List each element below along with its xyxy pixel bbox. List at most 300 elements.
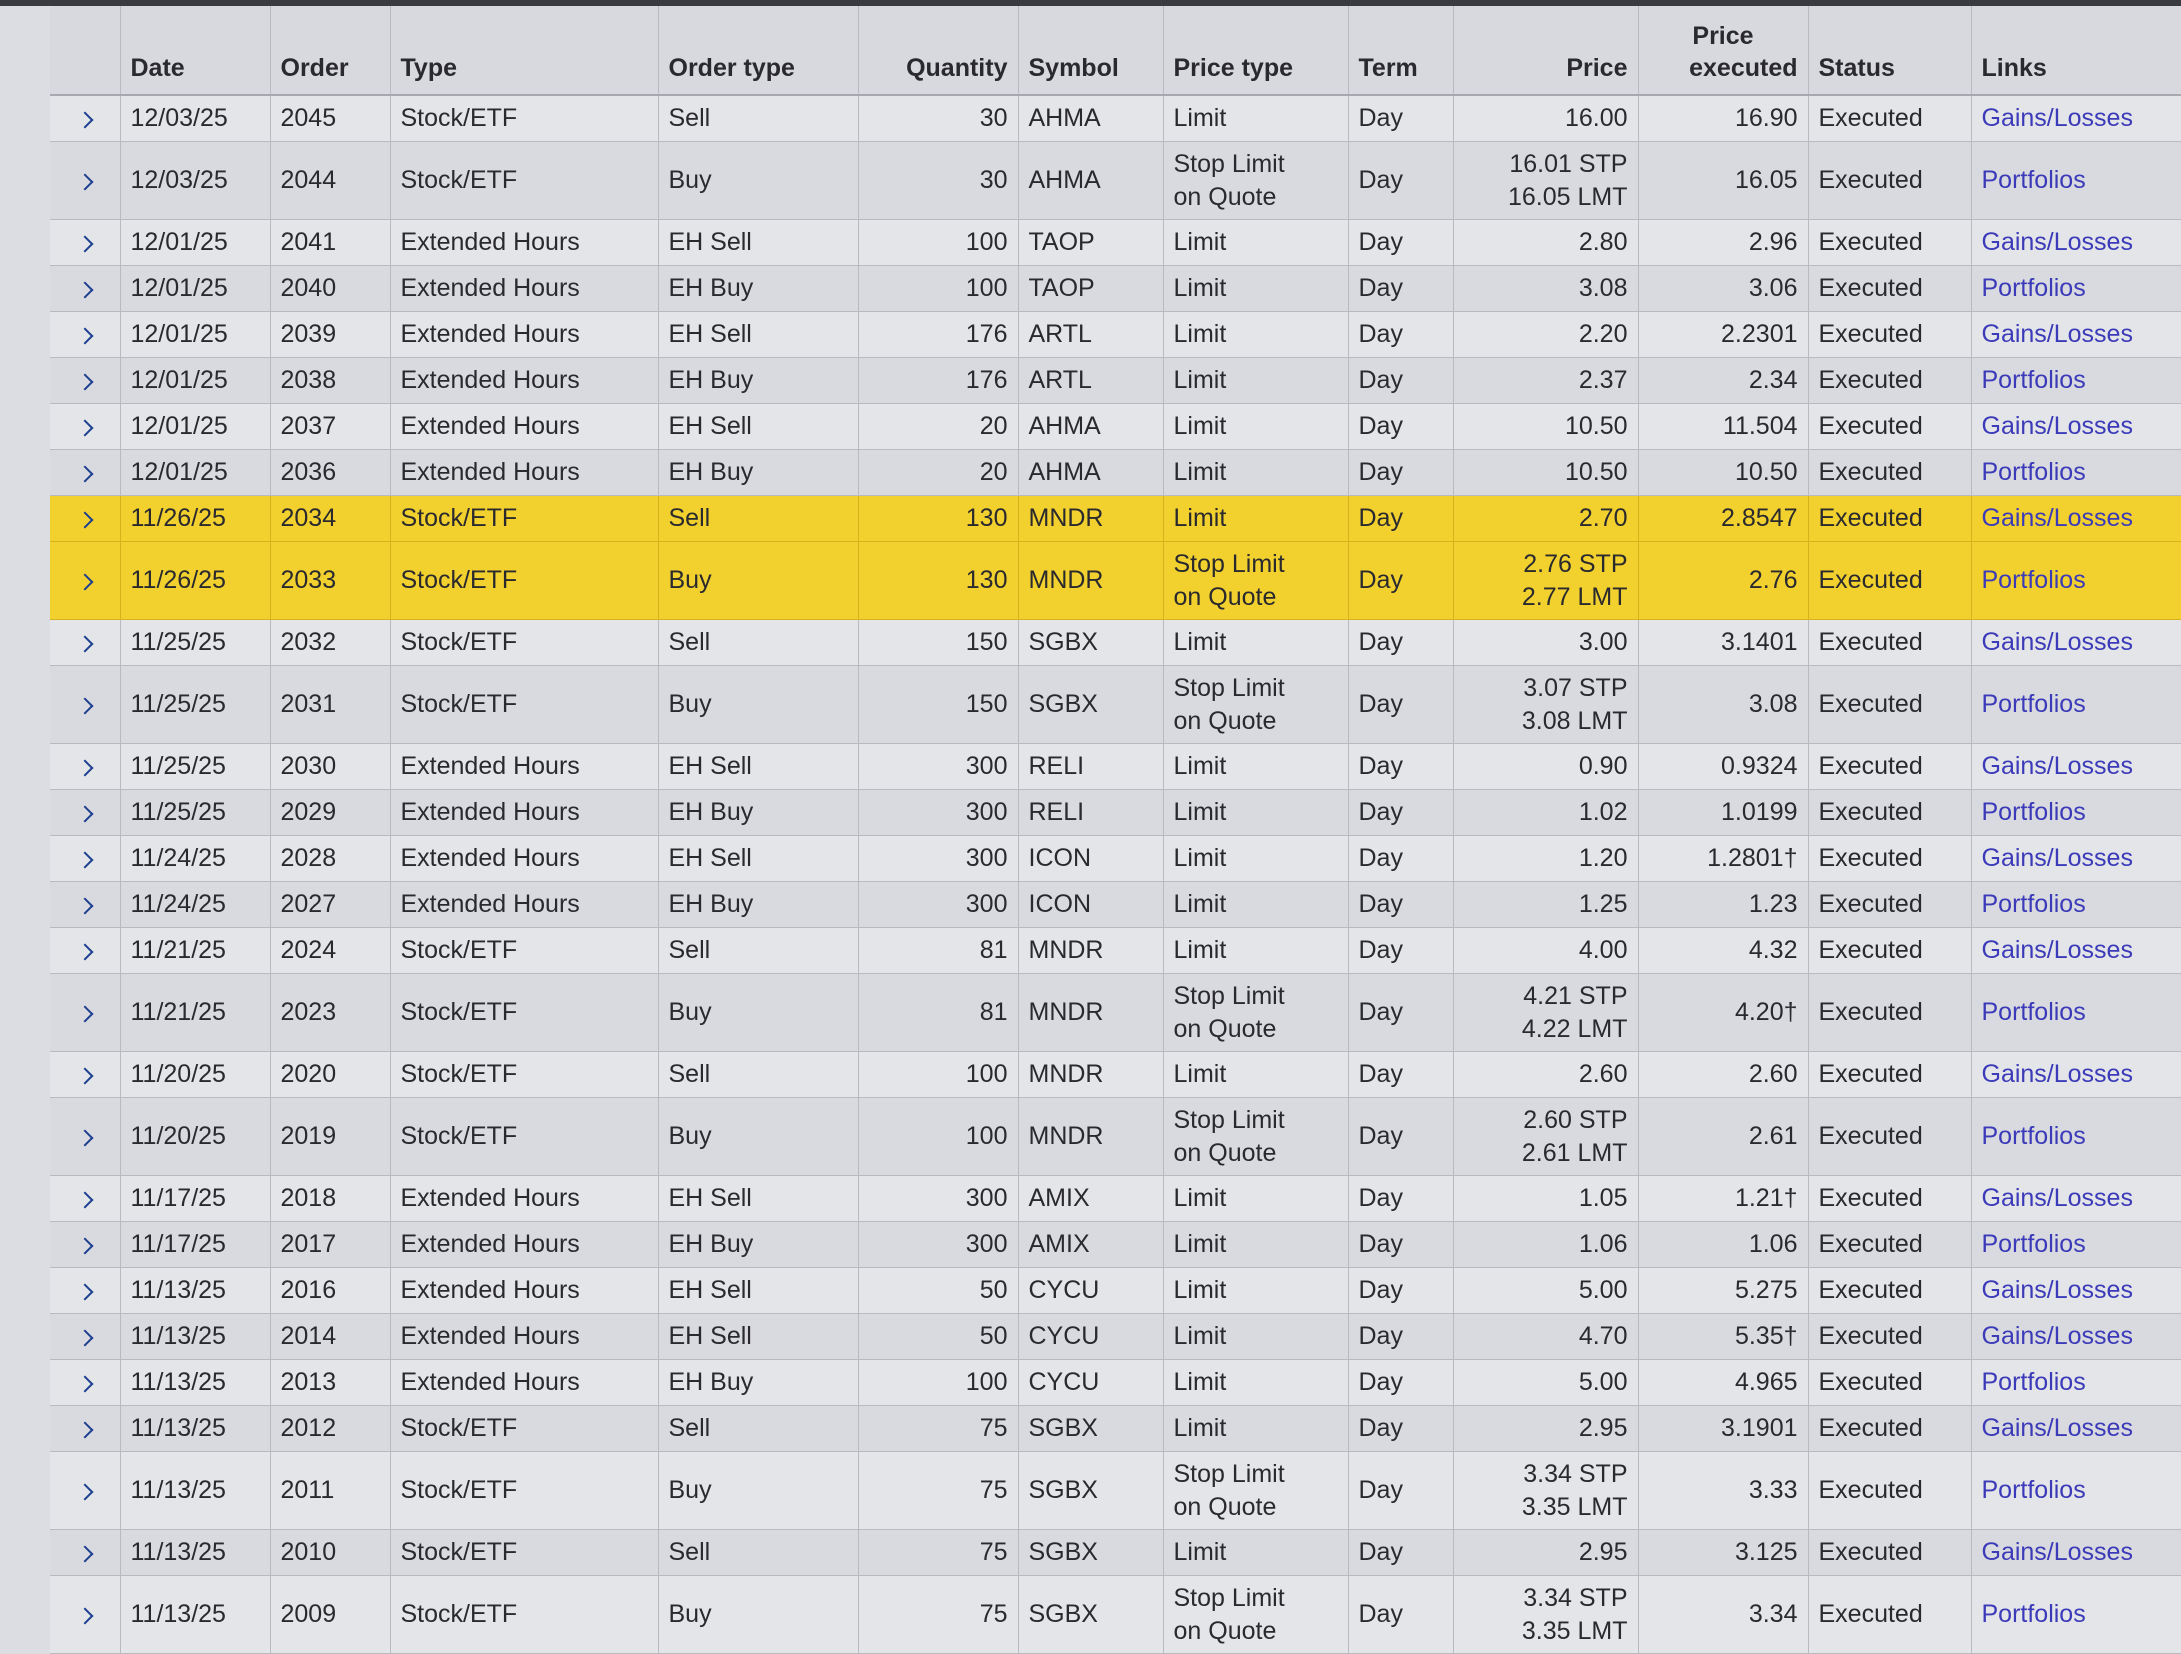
row-expand-cell[interactable] <box>50 1406 120 1452</box>
cell-price-executed: 5.35† <box>1638 1314 1808 1360</box>
cell-status: Executed <box>1808 542 1971 620</box>
cell-date: 11/13/25 <box>120 1314 270 1360</box>
cell-type: Stock/ETF <box>390 1406 658 1452</box>
price-type-line1: Limit <box>1173 504 1227 532</box>
row-expand-cell[interactable] <box>50 266 120 312</box>
cell-quantity: 300 <box>858 744 1018 790</box>
chevron-right-icon[interactable] <box>76 1546 93 1563</box>
price-type-line1: Stop Limit <box>1173 149 1285 178</box>
cell-quantity: 130 <box>858 542 1018 620</box>
cell-price <box>1453 450 1638 496</box>
cell-order: 2009 <box>270 1576 390 1654</box>
table-row[interactable] <box>50 928 2181 974</box>
cell-order: 2044 <box>270 142 390 220</box>
cell-price <box>1453 620 1638 666</box>
row-link[interactable]: Portfolios <box>1981 998 2086 1026</box>
chevron-right-icon[interactable] <box>76 1422 93 1439</box>
row-link[interactable]: Portfolios <box>1981 166 2086 194</box>
table-row[interactable] <box>50 1176 2181 1222</box>
cell-price-executed: 3.08 <box>1638 666 1808 744</box>
row-link[interactable]: Portfolios <box>1981 690 2086 718</box>
row-link[interactable]: Gains/Losses <box>1981 1060 2133 1088</box>
row-expand-cell[interactable] <box>50 1052 120 1098</box>
header-quantity[interactable]: Quantity <box>858 6 1018 95</box>
header-price-executed[interactable] <box>1638 6 1808 95</box>
cell-price-executed: 1.23 <box>1638 882 1808 928</box>
row-expand-cell[interactable] <box>50 1530 120 1576</box>
row-expand-cell[interactable] <box>50 542 120 620</box>
chevron-right-icon[interactable] <box>76 898 93 915</box>
cell-price-executed: 0.9324 <box>1638 744 1808 790</box>
cell-links <box>1971 1314 2181 1360</box>
cell-links <box>1971 1176 2181 1222</box>
price-type-line2: on Quote <box>1173 582 1277 611</box>
price-line1: 10.50 <box>1564 412 1628 440</box>
table-row[interactable] <box>50 1314 2181 1360</box>
price-type-line1: Stop Limit <box>1173 981 1285 1010</box>
cell-price <box>1453 312 1638 358</box>
price-line1: 2.37 <box>1578 366 1628 394</box>
cell-links <box>1971 1222 2181 1268</box>
cell-links <box>1971 620 2181 666</box>
cell-status: Executed <box>1808 95 1971 142</box>
table-row[interactable] <box>50 1222 2181 1268</box>
cell-type: Stock/ETF <box>390 542 658 620</box>
chevron-right-icon[interactable] <box>76 636 93 653</box>
chevron-right-icon[interactable] <box>76 420 93 437</box>
header-order[interactable]: Order <box>270 6 390 95</box>
table-row[interactable] <box>50 836 2181 882</box>
cell-price-type <box>1163 1268 1348 1314</box>
header-row <box>50 6 2181 95</box>
row-link[interactable]: Gains/Losses <box>1981 504 2133 532</box>
row-expand-cell[interactable] <box>50 1314 120 1360</box>
table-row[interactable] <box>50 974 2181 1052</box>
cell-quantity: 100 <box>858 1052 1018 1098</box>
cell-links <box>1971 1098 2181 1176</box>
cell-price-executed: 3.34 <box>1638 1576 1808 1654</box>
cell-order-type: Sell <box>658 1406 858 1452</box>
price-type-line1: Limit <box>1173 228 1227 256</box>
cell-links <box>1971 790 2181 836</box>
cell-links <box>1971 404 2181 450</box>
header-price[interactable]: Price <box>1453 6 1638 95</box>
cell-order: 2038 <box>270 358 390 404</box>
row-link[interactable]: Portfolios <box>1981 798 2086 826</box>
row-link[interactable]: Portfolios <box>1981 1230 2086 1258</box>
cell-date: 11/24/25 <box>120 836 270 882</box>
table-row[interactable] <box>50 1530 2181 1576</box>
table-row[interactable] <box>50 220 2181 266</box>
table-row[interactable] <box>50 1406 2181 1452</box>
cell-order: 2027 <box>270 882 390 928</box>
price-line1: 5.00 <box>1578 1368 1628 1396</box>
price-line1: 2.95 <box>1578 1538 1628 1566</box>
cell-order-type: Sell <box>658 95 858 142</box>
chevron-right-icon[interactable] <box>76 236 93 253</box>
cell-term: Day <box>1348 1314 1453 1360</box>
row-link[interactable]: Gains/Losses <box>1981 844 2133 872</box>
cell-price-type <box>1163 1098 1348 1176</box>
row-link[interactable]: Gains/Losses <box>1981 628 2133 656</box>
cell-links <box>1971 358 2181 404</box>
cell-symbol: CYCU <box>1018 1314 1163 1360</box>
cell-quantity: 50 <box>858 1314 1018 1360</box>
table-row[interactable] <box>50 1052 2181 1098</box>
cell-order-type: EH Buy <box>658 266 858 312</box>
table-row[interactable] <box>50 404 2181 450</box>
row-link[interactable]: Gains/Losses <box>1981 228 2133 256</box>
price-line1: 1.05 <box>1578 1184 1628 1212</box>
row-expand-cell[interactable] <box>50 974 120 1052</box>
cell-date: 12/01/25 <box>120 220 270 266</box>
row-expand-cell[interactable] <box>50 1576 120 1654</box>
price-type-line1: Limit <box>1173 936 1227 964</box>
price-line1: 3.08 <box>1578 274 1628 302</box>
table-row[interactable] <box>50 1452 2181 1530</box>
cell-type: Stock/ETF <box>390 620 658 666</box>
table-row[interactable] <box>50 620 2181 666</box>
row-link[interactable]: Portfolios <box>1981 1600 2086 1628</box>
row-expand-cell[interactable] <box>50 836 120 882</box>
row-expand-cell[interactable] <box>50 1268 120 1314</box>
price-line1: 3.00 <box>1578 628 1628 656</box>
chevron-right-icon[interactable] <box>76 944 93 961</box>
row-link[interactable]: Gains/Losses <box>1981 1322 2133 1350</box>
table-row[interactable] <box>50 496 2181 542</box>
chevron-right-icon[interactable] <box>76 574 93 591</box>
row-link[interactable]: Portfolios <box>1981 366 2086 394</box>
cell-symbol: MNDR <box>1018 1052 1163 1098</box>
table-row[interactable] <box>50 95 2181 142</box>
header-date[interactable]: Date <box>120 6 270 95</box>
cell-status: Executed <box>1808 1452 1971 1530</box>
row-link[interactable]: Gains/Losses <box>1981 104 2133 132</box>
cell-price <box>1453 142 1638 220</box>
cell-symbol: AHMA <box>1018 450 1163 496</box>
cell-type: Stock/ETF <box>390 666 658 744</box>
table-row[interactable] <box>50 312 2181 358</box>
row-expand-cell[interactable] <box>50 358 120 404</box>
header-order-type[interactable]: Order type <box>658 6 858 95</box>
cell-price-executed: 2.34 <box>1638 358 1808 404</box>
chevron-right-icon[interactable] <box>76 760 93 777</box>
cell-price-type <box>1163 744 1348 790</box>
table-row[interactable] <box>50 790 2181 836</box>
cell-term: Day <box>1348 542 1453 620</box>
row-expand-cell[interactable] <box>50 1222 120 1268</box>
cell-order: 2016 <box>270 1268 390 1314</box>
price-line1: 2.20 <box>1578 320 1628 348</box>
chevron-right-icon[interactable] <box>76 1484 93 1501</box>
row-link[interactable]: Portfolios <box>1981 1368 2086 1396</box>
row-expand-cell[interactable] <box>50 666 120 744</box>
chevron-right-icon[interactable] <box>76 112 93 129</box>
cell-date: 11/24/25 <box>120 882 270 928</box>
cell-price-type <box>1163 95 1348 142</box>
cell-price-type <box>1163 404 1348 450</box>
cell-links <box>1971 266 2181 312</box>
cell-price-type <box>1163 882 1348 928</box>
price-type-line2: on Quote <box>1173 1616 1277 1645</box>
cell-price-executed: 4.965 <box>1638 1360 1808 1406</box>
row-expand-cell[interactable] <box>50 620 120 666</box>
row-link[interactable]: Portfolios <box>1981 274 2086 302</box>
cell-order: 2023 <box>270 974 390 1052</box>
row-link[interactable]: Gains/Losses <box>1981 1538 2133 1566</box>
cell-quantity: 81 <box>858 928 1018 974</box>
row-link[interactable]: Portfolios <box>1981 566 2086 594</box>
row-link[interactable]: Gains/Losses <box>1981 1276 2133 1304</box>
cell-price-type <box>1163 1530 1348 1576</box>
row-link[interactable]: Gains/Losses <box>1981 412 2133 440</box>
cell-symbol: MNDR <box>1018 928 1163 974</box>
cell-symbol: SGBX <box>1018 1530 1163 1576</box>
table-row[interactable] <box>50 542 2181 620</box>
cell-price <box>1453 1052 1638 1098</box>
row-expand-cell[interactable] <box>50 1098 120 1176</box>
cell-links <box>1971 974 2181 1052</box>
cell-price-type <box>1163 1360 1348 1406</box>
row-expand-cell[interactable] <box>50 882 120 928</box>
cell-quantity: 20 <box>858 450 1018 496</box>
cell-price-type <box>1163 928 1348 974</box>
price-line2: 2.77 LMT <box>1521 582 1628 611</box>
header-term[interactable]: Term <box>1348 6 1453 95</box>
table-body <box>50 95 2181 1654</box>
cell-status: Executed <box>1808 1098 1971 1176</box>
row-expand-cell[interactable] <box>50 790 120 836</box>
cell-order: 2029 <box>270 790 390 836</box>
cell-type: Extended Hours <box>390 358 658 404</box>
cell-price-executed: 2.76 <box>1638 542 1808 620</box>
chevron-right-icon[interactable] <box>76 1284 93 1301</box>
cell-quantity: 75 <box>858 1406 1018 1452</box>
cell-status: Executed <box>1808 1052 1971 1098</box>
cell-symbol: MNDR <box>1018 496 1163 542</box>
header-price-type[interactable]: Price type <box>1163 6 1348 95</box>
chevron-right-icon[interactable] <box>76 174 93 191</box>
price-type-line1: Limit <box>1173 1414 1227 1442</box>
table-row[interactable] <box>50 744 2181 790</box>
cell-type: Stock/ETF <box>390 1452 658 1530</box>
price-line2: 3.08 LMT <box>1521 706 1628 735</box>
cell-order-type: EH Sell <box>658 1176 858 1222</box>
header-links[interactable]: Links <box>1971 6 2181 95</box>
price-line1: 2.95 <box>1578 1414 1628 1442</box>
chevron-right-icon[interactable] <box>76 1130 93 1147</box>
cell-type: Stock/ETF <box>390 1052 658 1098</box>
row-link[interactable]: Gains/Losses <box>1981 752 2133 780</box>
table-row[interactable] <box>50 266 2181 312</box>
row-expand-cell[interactable] <box>50 744 120 790</box>
cell-order: 2010 <box>270 1530 390 1576</box>
chevron-right-icon[interactable] <box>76 328 93 345</box>
cell-symbol: SGBX <box>1018 666 1163 744</box>
price-type-line1: Stop Limit <box>1173 673 1285 702</box>
orders-table-container <box>50 6 2181 1654</box>
price-type-line1: Stop Limit <box>1173 1105 1285 1134</box>
cell-type: Extended Hours <box>390 744 658 790</box>
cell-status: Executed <box>1808 666 1971 744</box>
cell-date: 12/03/25 <box>120 142 270 220</box>
cell-term: Day <box>1348 744 1453 790</box>
row-link[interactable]: Gains/Losses <box>1981 320 2133 348</box>
cell-price-type <box>1163 220 1348 266</box>
cell-type: Stock/ETF <box>390 1530 658 1576</box>
chevron-right-icon[interactable] <box>76 466 93 483</box>
cell-date: 12/01/25 <box>120 404 270 450</box>
orders-table <box>50 6 2181 1654</box>
cell-symbol: TAOP <box>1018 220 1163 266</box>
row-expand-cell[interactable] <box>50 404 120 450</box>
price-type-line1: Limit <box>1173 844 1227 872</box>
cell-links <box>1971 1052 2181 1098</box>
price-line1: 4.70 <box>1578 1322 1628 1350</box>
table-row[interactable] <box>50 142 2181 220</box>
cell-date: 11/26/25 <box>120 496 270 542</box>
chevron-right-icon[interactable] <box>76 1068 93 1085</box>
table-row[interactable] <box>50 450 2181 496</box>
cell-symbol: ICON <box>1018 882 1163 928</box>
row-link[interactable]: Portfolios <box>1981 1122 2086 1150</box>
cell-status: Executed <box>1808 1314 1971 1360</box>
table-row[interactable] <box>50 1268 2181 1314</box>
header-expand <box>50 6 120 95</box>
chevron-right-icon[interactable] <box>76 374 93 391</box>
price-type-line1: Limit <box>1173 628 1227 656</box>
chevron-right-icon[interactable] <box>76 512 93 529</box>
row-link[interactable]: Portfolios <box>1981 890 2086 918</box>
cell-order: 2013 <box>270 1360 390 1406</box>
cell-quantity: 50 <box>858 1268 1018 1314</box>
cell-quantity: 300 <box>858 1176 1018 1222</box>
cell-status: Executed <box>1808 790 1971 836</box>
cell-type: Stock/ETF <box>390 928 658 974</box>
row-expand-cell[interactable] <box>50 312 120 358</box>
cell-price <box>1453 666 1638 744</box>
row-expand-cell[interactable] <box>50 95 120 142</box>
cell-price <box>1453 404 1638 450</box>
cell-price-type <box>1163 450 1348 496</box>
cell-order-type: Buy <box>658 1576 858 1654</box>
row-link[interactable]: Gains/Losses <box>1981 1184 2133 1212</box>
cell-status: Executed <box>1808 1530 1971 1576</box>
chevron-right-icon[interactable] <box>76 1376 93 1393</box>
cell-status: Executed <box>1808 1176 1971 1222</box>
cell-price-type <box>1163 1314 1348 1360</box>
cell-term: Day <box>1348 1576 1453 1654</box>
price-line2: 16.05 LMT <box>1507 182 1628 211</box>
cell-status: Executed <box>1808 220 1971 266</box>
header-type[interactable]: Type <box>390 6 658 95</box>
cell-date: 11/13/25 <box>120 1406 270 1452</box>
cell-type: Extended Hours <box>390 790 658 836</box>
row-expand-cell[interactable] <box>50 496 120 542</box>
table-row[interactable] <box>50 1576 2181 1654</box>
price-line1: 1.25 <box>1578 890 1628 918</box>
cell-price-executed: 2.61 <box>1638 1098 1808 1176</box>
price-line1: 3.34 STP <box>1523 1583 1628 1612</box>
cell-quantity: 300 <box>858 1222 1018 1268</box>
price-line1: 3.34 STP <box>1523 1459 1628 1488</box>
cell-links <box>1971 1406 2181 1452</box>
cell-type: Extended Hours <box>390 1268 658 1314</box>
price-line1: 10.50 <box>1564 458 1628 486</box>
cell-price-type <box>1163 542 1348 620</box>
chevron-right-icon[interactable] <box>76 1192 93 1209</box>
chevron-right-icon[interactable] <box>76 1608 93 1625</box>
chevron-right-icon[interactable] <box>76 852 93 869</box>
row-link[interactable]: Gains/Losses <box>1981 936 2133 964</box>
header-status[interactable]: Status <box>1808 6 1971 95</box>
row-link[interactable]: Portfolios <box>1981 458 2086 486</box>
table-row[interactable] <box>50 882 2181 928</box>
chevron-right-icon[interactable] <box>76 1238 93 1255</box>
table-row[interactable] <box>50 1098 2181 1176</box>
price-line1: 0.90 <box>1578 752 1628 780</box>
cell-price <box>1453 1222 1638 1268</box>
price-type-line1: Stop Limit <box>1173 1459 1285 1488</box>
chevron-right-icon[interactable] <box>76 1006 93 1023</box>
row-expand-cell[interactable] <box>50 1360 120 1406</box>
cell-status: Executed <box>1808 1360 1971 1406</box>
row-expand-cell[interactable] <box>50 928 120 974</box>
table-row[interactable] <box>50 358 2181 404</box>
cell-links <box>1971 220 2181 266</box>
cell-order-type: EH Sell <box>658 404 858 450</box>
cell-order-type: Sell <box>658 620 858 666</box>
table-row[interactable] <box>50 1360 2181 1406</box>
cell-price-type <box>1163 790 1348 836</box>
row-link[interactable]: Gains/Losses <box>1981 1414 2133 1442</box>
cell-price-executed: 5.275 <box>1638 1268 1808 1314</box>
cell-type: Extended Hours <box>390 1222 658 1268</box>
row-expand-cell[interactable] <box>50 1452 120 1530</box>
chevron-right-icon[interactable] <box>76 806 93 823</box>
cell-quantity: 176 <box>858 312 1018 358</box>
table-row[interactable] <box>50 666 2181 744</box>
chevron-right-icon[interactable] <box>76 1330 93 1347</box>
cell-date: 11/13/25 <box>120 1452 270 1530</box>
price-line1: 1.06 <box>1578 1230 1628 1258</box>
cell-links <box>1971 450 2181 496</box>
cell-quantity: 300 <box>858 790 1018 836</box>
cell-price <box>1453 744 1638 790</box>
row-link[interactable]: Portfolios <box>1981 1476 2086 1504</box>
cell-price-type <box>1163 142 1348 220</box>
price-line1: 16.00 <box>1564 104 1628 132</box>
cell-price-type <box>1163 358 1348 404</box>
chevron-right-icon[interactable] <box>76 698 93 715</box>
header-symbol[interactable]: Symbol <box>1018 6 1163 95</box>
row-expand-cell[interactable] <box>50 220 120 266</box>
cell-price-executed: 3.06 <box>1638 266 1808 312</box>
cell-links <box>1971 744 2181 790</box>
cell-type: Extended Hours <box>390 1360 658 1406</box>
cell-date: 11/21/25 <box>120 928 270 974</box>
price-line1: 4.21 STP <box>1523 981 1628 1010</box>
row-expand-cell[interactable] <box>50 450 120 496</box>
row-expand-cell[interactable] <box>50 142 120 220</box>
cell-date: 12/01/25 <box>120 312 270 358</box>
chevron-right-icon[interactable] <box>76 282 93 299</box>
row-expand-cell[interactable] <box>50 1176 120 1222</box>
cell-price-executed: 2.60 <box>1638 1052 1808 1098</box>
cell-term: Day <box>1348 974 1453 1052</box>
cell-quantity: 176 <box>858 358 1018 404</box>
cell-price <box>1453 542 1638 620</box>
